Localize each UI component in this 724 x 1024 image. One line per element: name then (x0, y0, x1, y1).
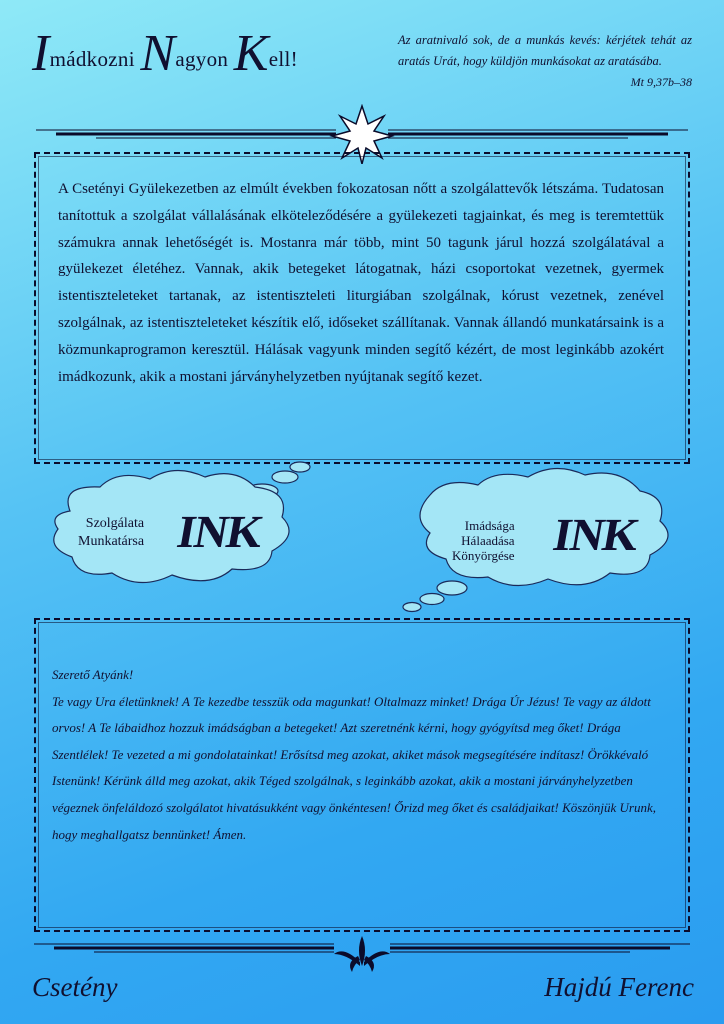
right-cloud-suffix: INK (549, 509, 643, 560)
footer-author: Hajdú Ferenc (544, 972, 694, 1002)
title-rest-1: mádkozni (49, 47, 141, 71)
left-cloud-line-2: Munkatársa (78, 534, 145, 549)
right-cloud-words (452, 518, 515, 563)
right-cloud-line-1: Imádsága (464, 518, 515, 533)
bible-verse (398, 30, 692, 93)
title-rest-3: ell! (268, 47, 298, 71)
left-cloud-words (78, 515, 144, 551)
title-initial-3: K (233, 25, 269, 82)
intro-text: A Csetényi Gyülekezetben az elmúlt években fokozatosan nőtt a szolgálattevők létszáma. Tudatosan tanítottuk a szolgálat vállalásának elköteleződésére a gyülekezeti tagjainkat, és meg is teremtettük számukra annak lehetőségét is. Mostanra már több, mint 50 tagunk járul hozzá szolgálatával a gyülekezet életéhez. Vannak, akik betegeket látogatnak, házi csoportokat vezetnek, gyermek istentiszteleteket tartanak, az istentiszteleti liturgiában szolgálnak, kórust vezetnek, zenével szolgálnak, az istentiszteleteket készítik elő, időseket szállítanak. Vannak állandó munkatársaink is a közmunkaprogramon keresztül. Hálásak vagyunk minden segítő kézért, de most leginkább azokért imádkozunk, akik a mostani járványhelyzetben nyújtanak segítő kezet. (58, 181, 664, 385)
footer-place: Csetény (32, 972, 118, 1002)
right-cloud-line-2: Hálaadása (461, 533, 515, 548)
title-rest-2: agyon (175, 47, 234, 71)
title-initial-1: I (32, 25, 50, 82)
prayer-greeting: Szerető Atyánk! (52, 667, 134, 682)
intro-box (34, 152, 690, 464)
left-cloud-suffix: INK (173, 506, 267, 557)
left-cloud-line-1: Szolgálata (85, 516, 145, 531)
prayer-box (34, 618, 690, 932)
right-cloud-line-3: Könyörgése (452, 548, 515, 563)
title-initial-2: N (140, 25, 176, 82)
verse-text: Az aratnivaló sok, de a munkás kevés: kérjétek tehát az aratás Urát, hogy küldjön munkásokat az aratásába. (398, 33, 692, 68)
verse-reference: Mt 9,37b–38 (630, 75, 692, 89)
leaf-ornament-icon (334, 936, 390, 972)
prayer-text: Te vagy Ura életünknek! A Te kezedbe tesszük oda magunkat! Oltalmazz minket! Drága Úr Jézus! Te vagy az áldott orvos! A Te lábaidhoz hozzuk imádságban a betegeket! Azt szeretnénk kérni, hogy gyógyítsd meg őket! Drága Szentlélek! Te vezeted a mi gondolatainkat! Erősítsd meg azokat, akiket mások megsegítésére indítasz! Örökkévaló Istenünk! Kérünk álld meg azokat, akik Téged szolgálnak, s leginkább azokat, akik a mostani járványhelyzetben végeznek önfeláldozó szolgálatot hivatásukként vagy önkéntesen! Őrizd meg őket és családjaikat! Köszönjük Urunk, hogy meghallgatsz bennünket! Ámen. (52, 693, 657, 842)
page-title (32, 25, 298, 82)
